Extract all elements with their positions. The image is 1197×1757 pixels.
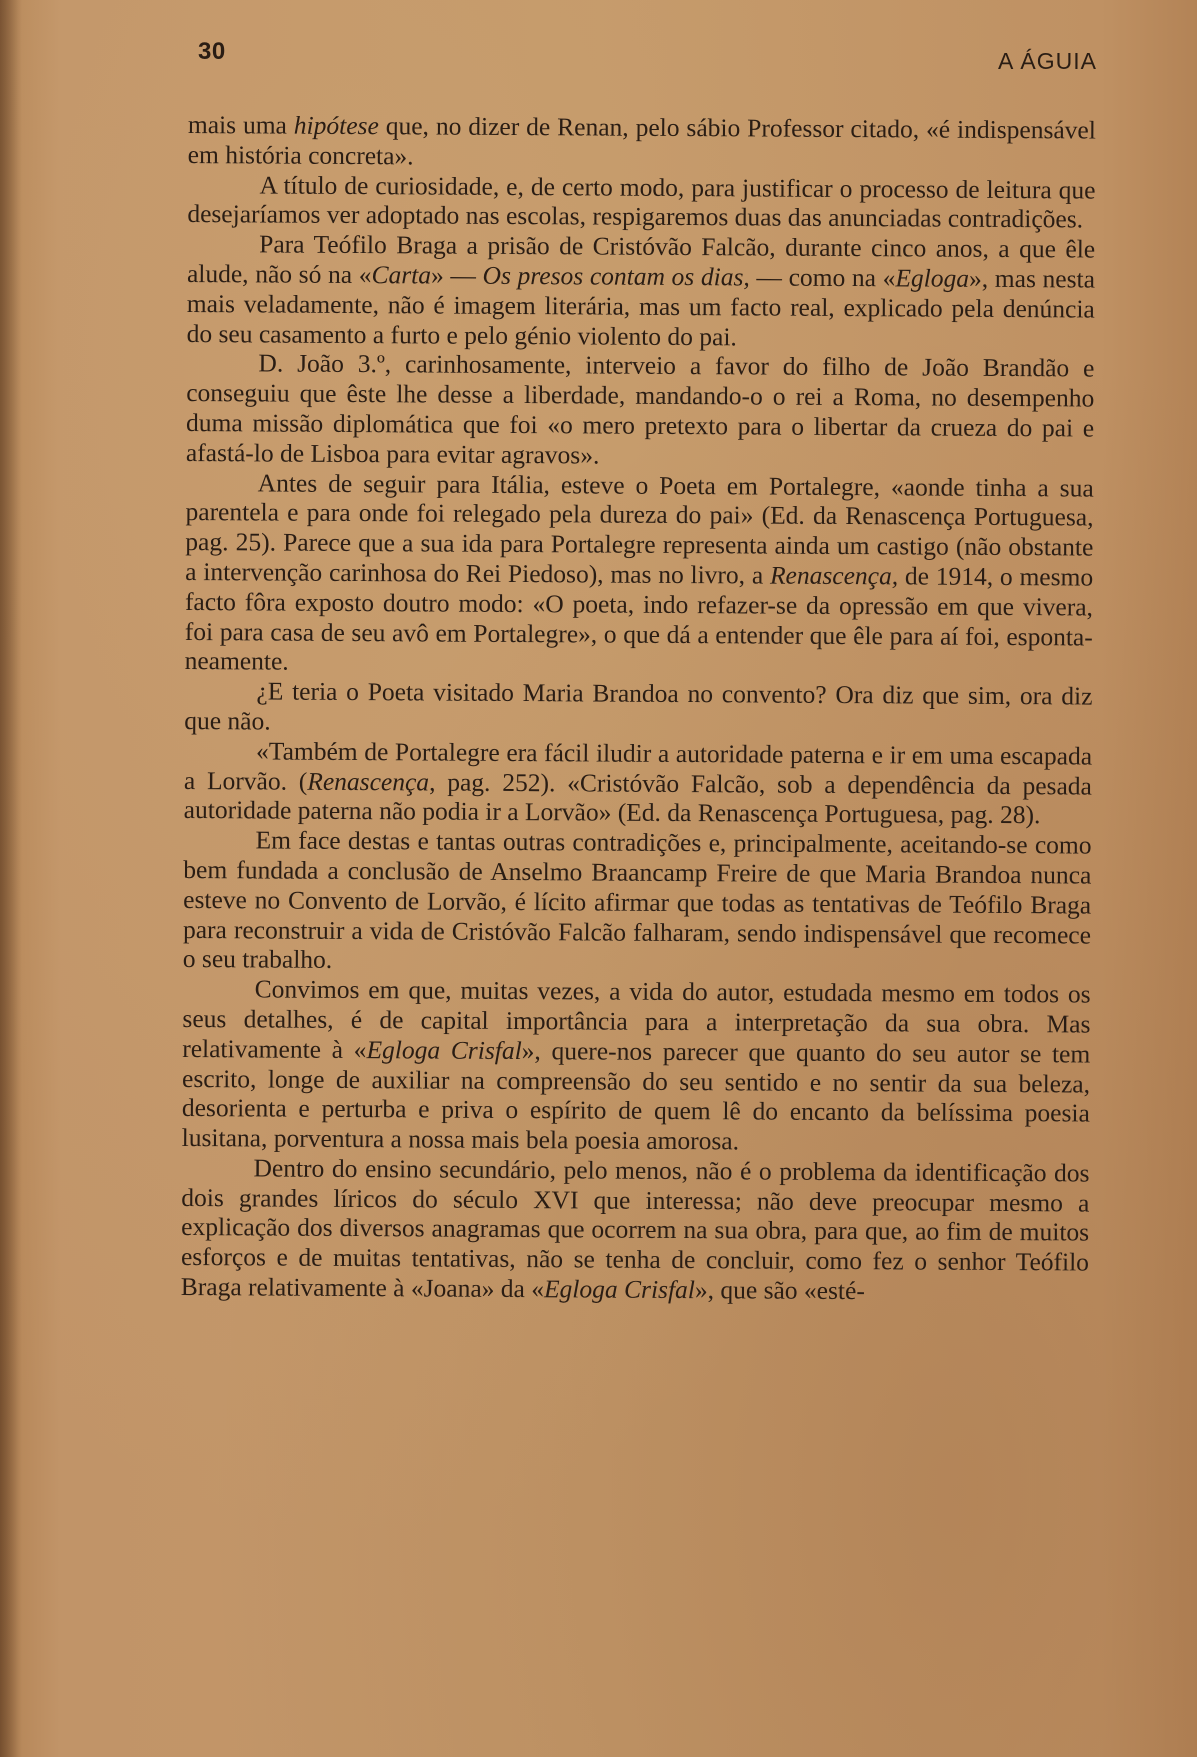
text-run: » — <box>430 260 483 290</box>
paragraph <box>184 736 1093 831</box>
paragraph <box>187 170 1095 235</box>
paragraph <box>184 676 1092 741</box>
text-run: Antes de seguir para Itália, esteve o Poeta em Portalegre, «aonde tinha a sua parentela e para onde foi relegado pela dureza do pai» (Ed. da Renascença Portuguesa, pag. 25). Parece que a sua ida para Portalegre representa ainda um castigo (não obstante a intervenção carinhosa do Rei Piedoso), mas no livro, a <box>185 467 1094 590</box>
text-run: que, no dizer de Renan, pelo sábio Professor citado, «é indispensável em história concreta». <box>187 111 1096 171</box>
italic-text: Renascença, <box>769 560 899 591</box>
page-number: 30 <box>198 38 226 65</box>
text-run: », quere-nos parecer que quanto do seu autor se tem escrito, longe de auxiliar na compreensão do seu sentido e no sentir da sua beleza, desorienta e perturba e priva o espírito de quem lê do encanto da belíssima poesia lusitana, porventura a nossa mais bela poesia amorosa. <box>181 1035 1091 1156</box>
italic-text: hipótese <box>293 110 379 141</box>
italic-text: Egloga Crisfal <box>366 1034 522 1065</box>
text-run: Em face destas e tantas outras contradições e, principalmente, aceitando-se como bem fundada a conclusão de Anselmo Braancamp Freire de que Maria Brandoa nunca esteve no Convento de Lorvão, é lícito afirmar que todas as tentativas de Teófilo Braga para reconstruir a vida de Cristóvão Falcão falharam, sendo indispensável que recomece o seu trabalho. <box>182 825 1092 975</box>
paragraph <box>187 229 1096 354</box>
paragraph <box>182 974 1091 1158</box>
text-run: ¿E teria o Poeta visitado Maria Brandoa no convento? Ora diz que sim, ora diz que não. <box>184 676 1093 736</box>
paragraph <box>181 1153 1090 1308</box>
text-run: mais uma <box>187 110 294 140</box>
paragraph <box>183 825 1092 980</box>
text-run: de 1914, o mesmo facto fôra exposto doutro modo: «O poeta, indo refazer-se da opressão em que vivera, foi para casa de seu avô em Portalegre», o que dá a entender que êle para aí foi, espontaneamente. <box>184 561 1094 676</box>
text-run: », que são «esté- <box>694 1275 865 1306</box>
italic-text: Carta <box>371 260 432 290</box>
italic-text: Renascença <box>307 766 430 797</box>
italic-text: Os presos contam os dias, <box>482 260 750 292</box>
paragraph <box>185 468 1094 682</box>
text-run: Dentro do ensino secundário, pelo menos, não é o problema da identificação dos dois grandes líricos do século XVI que interessa; não deve preocupar mesmo a explicação dos diversos anagramas que ocorrem na sua obra, para que, ao fim de muitos esforços e de muitas tentativas, não se tenha de concluir, como fez o senhor Teófilo Braga relativamente à «Joana» da « <box>180 1153 1090 1304</box>
paragraph <box>186 348 1095 473</box>
italic-text: Egloga Crisfal <box>543 1274 696 1305</box>
text-run: «Também de Portalegre era fácil iludir a autoridade paterna e ir em uma escapada a Lorvão. ( <box>183 736 1093 796</box>
running-head: A ÁGUIA <box>997 48 1097 74</box>
paragraph <box>188 110 1096 175</box>
text-run: — como na « <box>749 262 896 293</box>
text-run: Convimos em que, muitas vezes, a vida do autor, estudada mesmo em todos os seus detalhes, é de capital importância para a interpretação da sua obra. Mas relativamente à « <box>182 974 1091 1064</box>
italic-text: Egloga <box>895 263 970 293</box>
text-run: D. João 3.º, carinhosamente, interveio a favor do filho de João Brandão e conseguiu que êste lhe desse a liberdade, mandando-o o rei a Roma, no desempenho duma missão diplomática que foi «o mero pretexto para o libertar da crueza do pai e afastá-lo de Lisboa para evitar agravos». <box>185 348 1095 470</box>
text-run: Para Teófilo Braga a prisão de Cristóvão Falcão, durante cinco anos, a que êle alude, não só na « <box>186 229 1096 290</box>
text-run: , pag. 252). «Cristóvão Falcão, sob a dependência da pesada autoridade paterna não podia ir a Lorvão» (Ed. da Renascença Portuguesa, pag. 28). <box>183 767 1092 830</box>
body-text <box>181 110 1096 1307</box>
text-run: », mas nesta mais veladamente, não é imagem literária, mas um facto real, explicado pela denúncia do seu casamento a furto e pelo génio violento do pai. <box>186 263 1096 351</box>
text-run: A título de curiosidade, e, de certo modo, para justificar o processo de leitura que desejaríamos ver adoptado nas escolas, respigaremos duas das anunciadas contradições. <box>187 170 1096 234</box>
